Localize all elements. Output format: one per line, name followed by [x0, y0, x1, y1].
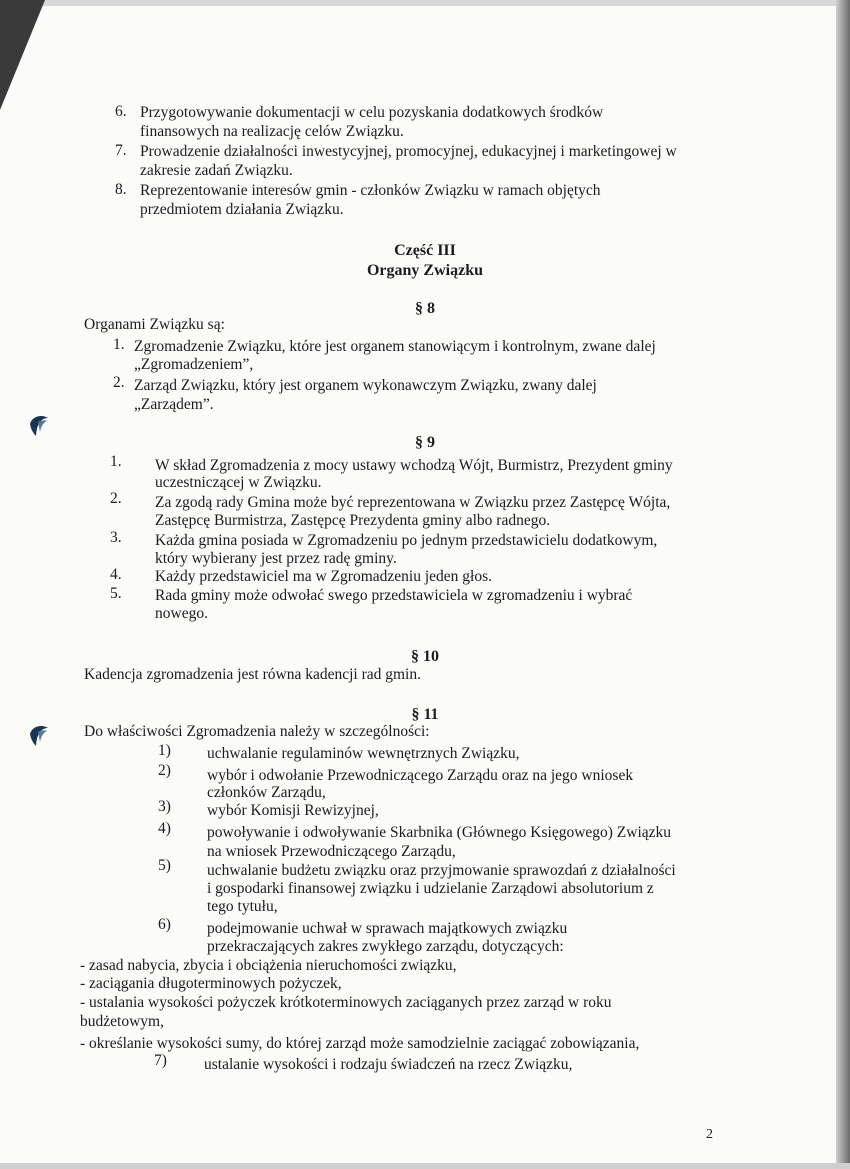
- list-item-text: tego tytułu,: [207, 898, 278, 915]
- list-item-text: wybór Komisji Rewizyjnej,: [207, 802, 379, 819]
- list-item-text: uchwalanie budżetu związku oraz przyjmowanie sprawozdań z działalności: [207, 862, 676, 879]
- list-number: 4.: [110, 566, 122, 583]
- list-item-text: finansowych na realizację celów Związku.: [140, 123, 404, 140]
- list-item-text: Przygotowywanie dokumentacji w celu pozyskania dodatkowych środków: [140, 104, 604, 121]
- list-number: 5): [158, 857, 171, 874]
- list-item-text: powoływanie i odwoływanie Skarbnika (Głównego Księgowego) Związku: [207, 824, 672, 841]
- list-item-text: zakresie zadań Związku.: [140, 162, 293, 179]
- scan-edge-right: [836, 0, 850, 1169]
- section-heading: § 9: [415, 434, 435, 451]
- list-item-text: przekraczających zakres zwykłego zarządu, dotyczących:: [207, 938, 564, 955]
- punch-hole-icon: [28, 722, 50, 748]
- list-item-text: uczestniczącej w Związku.: [155, 474, 322, 491]
- list-item-text: na wniosek Przewodniczącego Zarządu,: [207, 843, 456, 860]
- list-item-text: który wybierany jest przez radę gminy.: [155, 550, 397, 567]
- list-number: 6): [158, 916, 171, 933]
- part-title: Część III: [394, 242, 456, 259]
- list-number: 7): [154, 1052, 167, 1069]
- dash-item: budżetowym,: [80, 1013, 164, 1030]
- list-item-text: Zgromadzenie Związku, które jest organem stanowiącym i kontrolnym, zwane dalej: [134, 338, 656, 355]
- list-item-text: Prowadzenie działalności inwestycyjnej, promocyjnej, edukacyjnej i marketingowej w: [140, 143, 677, 160]
- list-item-text: Każdy przedstawiciel ma w Zgromadzeniu jeden głos.: [155, 568, 493, 585]
- list-number: 7.: [115, 142, 127, 159]
- list-item-text: Zastępcę Burmistrza, Zastępcę Prezydenta gminy albo radnego.: [155, 512, 551, 529]
- list-item-text: ustalanie wysokości i rodzaju świadczeń na rzecz Związku,: [204, 1056, 573, 1073]
- list-item-text: Każda gmina posiada w Zgromadzeniu po jednym przedstawicielu dodatkowym,: [155, 532, 658, 549]
- section-intro: Do właściwości Zgromadzenia należy w szczególności:: [84, 723, 430, 740]
- scan-edge-bottom: [0, 1163, 850, 1169]
- scan-edge-top: [0, 0, 850, 6]
- list-number: 2): [158, 762, 171, 779]
- list-item-text: W skład Zgromadzenia z mocy ustawy wchodzą Wójt, Burmistrz, Prezydent gminy: [155, 457, 673, 474]
- list-number: 1): [158, 742, 171, 759]
- list-item-text: Zarząd Związku, który jest organem wykonawczym Związku, zwany dalej: [134, 377, 597, 394]
- dash-item: - zasad nabycia, zbycia i obciążenia nieruchomości związku,: [80, 957, 457, 974]
- list-item-text: przedmiotem działania Związku.: [140, 201, 344, 218]
- dash-item: - zaciągania długoterminowych pożyczek,: [80, 975, 342, 992]
- list-item-text: członków Zarządu,: [207, 784, 326, 801]
- list-item-text: uchwalanie regulaminów wewnętrznych Związku,: [207, 745, 520, 762]
- section-text: Kadencja zgromadzenia jest równa kadencji rad gmin.: [84, 666, 421, 683]
- list-item-text: nowego.: [155, 605, 208, 622]
- list-number: 2.: [113, 374, 125, 391]
- list-number: 2.: [110, 490, 122, 507]
- list-item-text: „Zarządem”.: [134, 396, 214, 413]
- list-number: 1.: [113, 336, 125, 353]
- list-item-text: Reprezentowanie interesów gmin - członków Związku w ramach objętych: [140, 182, 601, 199]
- list-item-text: i gospodarki finansowej związku i udzielanie Zarządowi absolutorium z: [207, 880, 654, 897]
- scan-corner-fold: [0, 0, 45, 110]
- section-heading: § 11: [411, 706, 439, 723]
- list-number: 1.: [110, 453, 122, 470]
- section-intro: Organami Związku są:: [84, 316, 225, 333]
- list-number: 3.: [110, 529, 122, 546]
- page-number: 2: [706, 1127, 713, 1142]
- dash-item: - określanie wysokości sumy, do której zarząd może samodzielnie zaciągać zobowiązania,: [80, 1035, 640, 1052]
- part-subtitle: Organy Związku: [366, 262, 483, 279]
- dash-item: - ustalania wysokości pożyczek krótkoterminowych zaciąganych przez zarząd w roku: [80, 994, 612, 1011]
- list-item-text: „Zgromadzeniem”,: [134, 356, 254, 373]
- list-number: 3): [158, 798, 171, 815]
- list-item-text: Rada gminy może odwołać swego przedstawiciela w zgromadzeniu i wybrać: [155, 587, 633, 604]
- list-item-text: Za zgodą rady Gmina może być reprezentowana w Związku przez Zastępcę Wójta,: [155, 494, 671, 511]
- list-item-text: podejmowanie uchwał w sprawach majątkowych związku: [207, 920, 568, 937]
- section-heading: § 10: [411, 648, 439, 665]
- list-number: 6.: [115, 103, 127, 120]
- list-number: 8.: [115, 181, 127, 198]
- list-number: 4): [158, 820, 171, 837]
- list-number: 5.: [110, 585, 122, 602]
- section-heading: § 8: [415, 300, 435, 317]
- list-item-text: wybór i odwołanie Przewodniczącego Zarządu oraz na jego wniosek: [207, 767, 634, 784]
